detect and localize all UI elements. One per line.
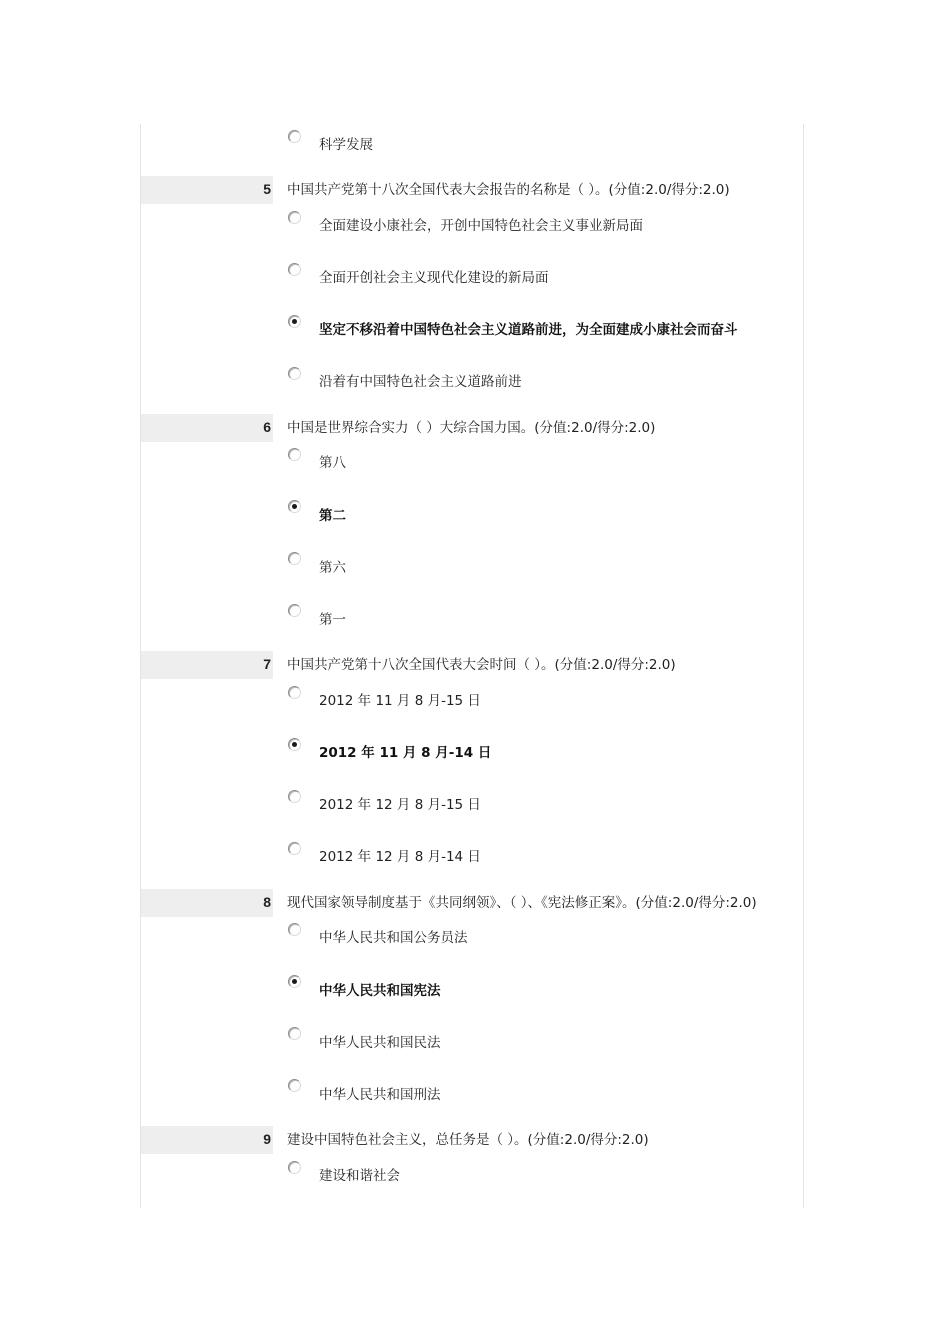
q7-option-2-radio[interactable]: [288, 738, 301, 751]
question-6-text: 中国是世界综合实力（ ）大综合国力国。(分值:2.0/得分:2.0): [287, 420, 656, 436]
question-8-number-band: [141, 889, 273, 917]
q7-option-2-label: 2012 年 11 月 8 月-14 日: [319, 745, 492, 761]
q8-option-2-label: 中华人民共和国宪法: [319, 983, 441, 999]
question-5-text: 中国共产党第十八次全国代表大会报告的名称是（ ）。(分值:2.0/得分:2.0): [287, 182, 730, 198]
q8-option-4-radio[interactable]: [288, 1079, 301, 1092]
question-8-number: 8: [263, 894, 271, 910]
q9-option-1-radio[interactable]: [288, 1161, 301, 1174]
question-5-number-band: [141, 176, 273, 204]
q4-option-1-radio[interactable]: [288, 130, 301, 143]
q8-option-1-label: 中华人民共和国公务员法: [319, 930, 468, 946]
q6-option-3-label: 第六: [319, 560, 346, 576]
q8-option-4-label: 中华人民共和国刑法: [319, 1087, 441, 1103]
q6-option-1-label: 第八: [319, 455, 346, 471]
q9-option-1-label: 建设和谐社会: [319, 1168, 400, 1184]
q5-option-4-label: 沿着有中国特色社会主义道路前进: [319, 374, 522, 390]
question-5-number: 5: [263, 181, 271, 197]
q6-option-2-radio[interactable]: [288, 500, 301, 513]
q6-option-3-radio[interactable]: [288, 552, 301, 565]
question-7-text: 中国共产党第十八次全国代表大会时间（ ）。(分值:2.0/得分:2.0): [287, 657, 676, 673]
question-8-text: 现代国家领导制度基于《共同纲领》、（ ）、《宪法修正案》。(分值:2.0/得分:2.0): [287, 895, 757, 911]
q7-option-3-label: 2012 年 12 月 8 月-15 日: [319, 797, 481, 813]
question-9-text: 建设中国特色社会主义，总任务是（ ）。(分值:2.0/得分:2.0): [287, 1132, 649, 1148]
q5-option-1-radio[interactable]: [288, 211, 301, 224]
q6-option-4-label: 第一: [319, 612, 346, 628]
q7-option-4-radio[interactable]: [288, 842, 301, 855]
q5-option-2-radio[interactable]: [288, 263, 301, 276]
q8-option-1-radio[interactable]: [288, 923, 301, 936]
q5-option-1-label: 全面建设小康社会，开创中国特色社会主义事业新局面: [319, 218, 643, 234]
q4-option-1-label: 科学发展: [319, 137, 373, 153]
q7-option-3-radio[interactable]: [288, 790, 301, 803]
question-6-number-band: [141, 414, 273, 442]
q7-option-4-label: 2012 年 12 月 8 月-14 日: [319, 849, 481, 865]
q8-option-3-radio[interactable]: [288, 1027, 301, 1040]
q8-option-3-label: 中华人民共和国民法: [319, 1035, 441, 1051]
q5-option-3-label: 坚定不移沿着中国特色社会主义道路前进，为全面建成小康社会而奋斗: [319, 322, 738, 338]
question-9-number: 9: [263, 1131, 271, 1147]
question-7-number: 7: [263, 656, 271, 672]
q7-option-1-label: 2012 年 11 月 8 月-15 日: [319, 693, 481, 709]
frame-right-border: [803, 124, 804, 1208]
question-9-number-band: [141, 1126, 273, 1154]
q5-option-2-label: 全面开创社会主义现代化建设的新局面: [319, 270, 549, 286]
q6-option-4-radio[interactable]: [288, 604, 301, 617]
q7-option-1-radio[interactable]: [288, 686, 301, 699]
question-7-number-band: [141, 651, 273, 679]
q5-option-4-radio[interactable]: [288, 367, 301, 380]
q6-option-1-radio[interactable]: [288, 448, 301, 461]
q5-option-3-radio[interactable]: [288, 315, 301, 328]
q8-option-2-radio[interactable]: [288, 975, 301, 988]
question-6-number: 6: [263, 419, 271, 435]
q6-option-2-label: 第二: [319, 508, 346, 524]
